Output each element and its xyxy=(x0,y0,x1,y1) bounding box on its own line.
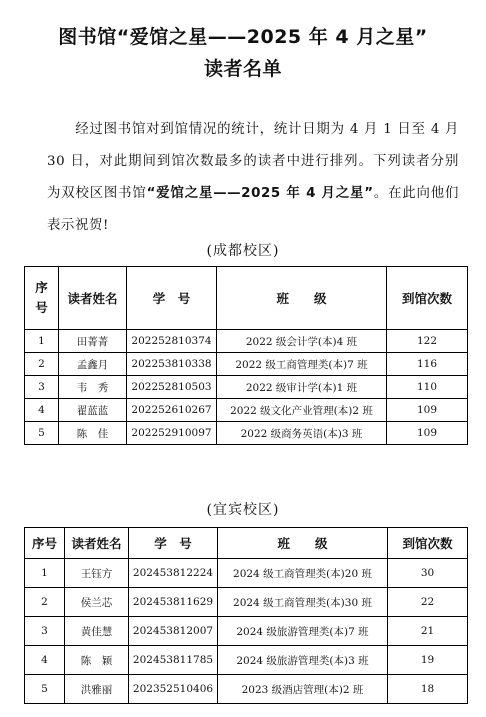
header-id: 学 号 xyxy=(127,267,217,330)
table-row xyxy=(25,559,468,588)
cell-class: 2022 级文化产业管理(本)2 班 xyxy=(217,399,387,422)
header-visits: 到馆次数 xyxy=(388,528,468,559)
table-row xyxy=(25,353,468,376)
cell-visits: 109 xyxy=(387,399,468,422)
cell-name: 陈 佳 xyxy=(59,422,127,445)
cell-id: 202453811785 xyxy=(129,646,218,675)
cell-visits: 122 xyxy=(387,330,468,353)
table-row xyxy=(25,588,468,617)
cell-class: 2023 级酒店管理(本)2 班 xyxy=(218,675,388,704)
cell-class: 2022 级会计学(本)4 班 xyxy=(217,330,387,353)
header-id: 学 号 xyxy=(129,528,218,559)
cell-name: 翟蓝蓝 xyxy=(59,399,127,422)
cell-name: 王钰方 xyxy=(65,559,129,588)
cell-class: 2022 级审计学(本)1 班 xyxy=(217,376,387,399)
header-class: 班 级 xyxy=(218,528,388,559)
table-row xyxy=(25,675,468,704)
cell-id: 202453812007 xyxy=(129,617,218,646)
header-visits: 到馆次数 xyxy=(387,267,468,330)
cell-seq: 4 xyxy=(25,646,65,675)
cell-visits: 22 xyxy=(388,588,468,617)
cell-seq: 5 xyxy=(25,675,65,704)
cell-visits: 30 xyxy=(388,559,468,588)
table-row xyxy=(25,399,468,422)
cell-name: 韦 秀 xyxy=(59,376,127,399)
header-name: 读者姓名 xyxy=(65,528,129,559)
cell-seq: 2 xyxy=(25,353,59,376)
cell-visits: 21 xyxy=(388,617,468,646)
cell-name: 田菁菁 xyxy=(59,330,127,353)
campus-label-chengdu: (成都校区) xyxy=(206,243,280,259)
cell-seq: 5 xyxy=(25,422,59,445)
cell-id: 202253810338 xyxy=(127,353,217,376)
cell-class: 2024 级工商管理类(本)20 班 xyxy=(218,559,388,588)
cell-class: 2022 级工商管理类(本)7 班 xyxy=(217,353,387,376)
table-row xyxy=(25,646,468,675)
cell-seq: 1 xyxy=(25,559,65,588)
cell-visits: 18 xyxy=(388,675,468,704)
chengdu-table xyxy=(24,266,468,445)
campus-label-yibin: (宜宾校区) xyxy=(206,502,280,518)
table-header-row xyxy=(25,528,468,559)
header-seq: 序号 xyxy=(25,267,59,330)
cell-seq: 1 xyxy=(25,330,59,353)
cell-id: 202252810374 xyxy=(127,330,217,353)
cell-seq: 4 xyxy=(25,399,59,422)
table-row xyxy=(25,617,468,646)
cell-class: 2024 级旅游管理类(本)3 班 xyxy=(218,646,388,675)
table-row xyxy=(25,330,468,353)
document-title: 图书馆“爱馆之星——2025 年 4 月之星” xyxy=(58,26,428,48)
cell-id: 202453812224 xyxy=(129,559,218,588)
table-row xyxy=(25,376,468,399)
intro-text-b: 。在此向他们表示祝贺! xyxy=(47,186,459,233)
yibin-table xyxy=(24,527,468,704)
cell-seq: 3 xyxy=(25,617,65,646)
cell-visits: 116 xyxy=(387,353,468,376)
document-subtitle: 读者名单 xyxy=(203,58,282,80)
table-header-row xyxy=(25,267,468,330)
cell-visits: 19 xyxy=(388,646,468,675)
cell-id: 202352510406 xyxy=(129,675,218,704)
cell-visits: 109 xyxy=(387,422,468,445)
cell-class: 2024 级旅游管理类(本)7 班 xyxy=(218,617,388,646)
table-row xyxy=(25,422,468,445)
cell-id: 202252610267 xyxy=(127,399,217,422)
intro-text-a: 经过图书馆对到馆情况的统计，统计日期为 4 月 1 日至 4 月 30 日，对此期间到馆次数最多的读者中进行排列。下列读者分别为双校区图书馆 xyxy=(47,122,459,201)
cell-name: 陈 颖 xyxy=(65,646,129,675)
cell-class: 2022 级商务英语(本)3 班 xyxy=(217,422,387,445)
header-seq: 序号 xyxy=(25,528,65,559)
cell-class: 2024 级工商管理类(本)30 班 xyxy=(218,588,388,617)
intro-highlight: “爱馆之星——2025 年 4 月之星” xyxy=(146,186,374,201)
cell-name: 黄佳慧 xyxy=(65,617,129,646)
cell-name: 侯兰芯 xyxy=(65,588,129,617)
cell-visits: 110 xyxy=(387,376,468,399)
header-name: 读者姓名 xyxy=(59,267,127,330)
cell-name: 洪雅丽 xyxy=(65,675,129,704)
cell-name: 孟鑫月 xyxy=(59,353,127,376)
cell-seq: 2 xyxy=(25,588,65,617)
intro-paragraph xyxy=(47,114,459,242)
cell-seq: 3 xyxy=(25,376,59,399)
cell-id: 202453811629 xyxy=(129,588,218,617)
header-class: 班 级 xyxy=(217,267,387,330)
cell-id: 202252910097 xyxy=(127,422,217,445)
cell-id: 202252810503 xyxy=(127,376,217,399)
